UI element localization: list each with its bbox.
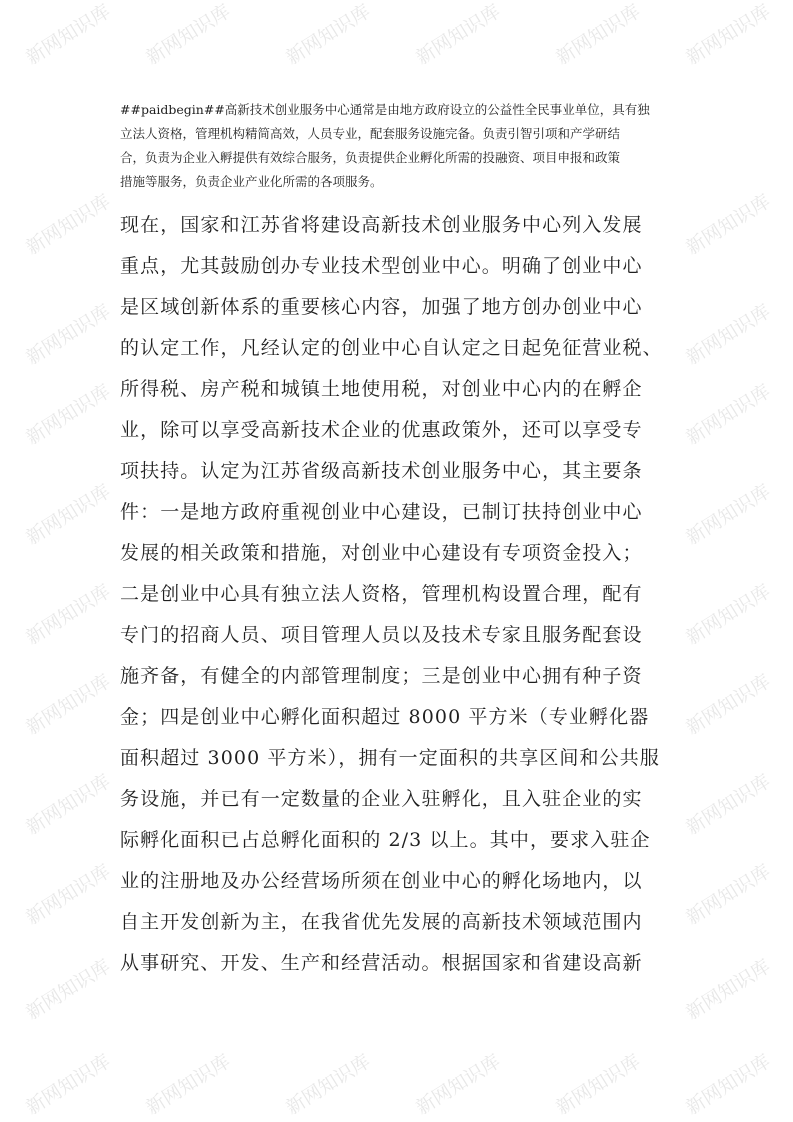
watermark: 新网知识库 xyxy=(682,955,775,1025)
intro-paragraph: ##paidbegin##高新技术创业服务中心通常是由地方政府设立的公益性全民事业单位，具有独 立法人资格，管理机构精简高效，人员专业，配套服务设施完备。负责引智引项和产学研结 合，负责为企业入孵提供有效综合服务，负责提供企业孵化所需的投融资、项目申报和政策 措施等服务，负责企业产业化所需的各项服务。 xyxy=(120,102,650,189)
body-paragraph: 现在，国家和江苏省将建设高新技术创业服务中心列入发展 重点，尤其鼓励创办专业技术型创业中心。明确了创业中心 是区域创新体系的重要核心内容，加强了地方创办创业中心 的认定工作，凡经认定的创业中心自认定之日起免征营业税、 所得税、房产税和城镇土地使用税，对创业中心内的在孵企 业，除可以享受高新技术企业的优惠政策外，还可以享受专 项扶持。认定为江苏省级高新技术创业服务中心，其主要条 件：一是地方政府重视创业中心建设，已制订扶持创业中心 发展的相关政策和措施，对创业中心建设有专项资金投入； 二是创业中心具有独立法人资格，管理机构设置合理，配有 专门的招商人员、项目管理人员以及技术专家且服务配套设 施齐备，有健全的内部管理制度；三是创业中心拥有种子资 金；四是创业中心孵化面积超过 8000 平方米（专业孵化器 面积超过 3000 平方米），拥有一定面积的共享区间和公共服 务设施，并已有一定数量的企业入驻孵化，且入驻企业的实 际孵化面积已占总孵化面积的 2/3 以上。其中，要求入驻企 业的注册地及办公经营场所须在创业中心的孵化场地内，以 自主开发创新为主，在我省优先发展的高新技术领域范围内 从事研究、开发、生产和经营活动。根据国家和省建设高新 xyxy=(120,214,663,974)
watermark: 新网知识库 xyxy=(682,770,775,840)
watermark: 新网知识库 xyxy=(282,1050,375,1120)
watermark: 新网知识库 xyxy=(682,380,775,450)
watermark: 新网知识库 xyxy=(22,0,115,70)
watermark: 新网知识库 xyxy=(282,0,375,70)
watermark: 新网知识库 xyxy=(682,0,775,70)
watermark: 新网知识库 xyxy=(22,580,115,650)
watermark: 新网知识库 xyxy=(22,1050,115,1120)
watermark: 新网知识库 xyxy=(552,1050,645,1120)
watermark: 新网知识库 xyxy=(412,1050,505,1120)
watermark: 新网知识库 xyxy=(22,190,115,260)
watermark: 新网知识库 xyxy=(682,1050,775,1120)
watermark: 新网知识库 xyxy=(22,300,115,370)
watermark: 新网知识库 xyxy=(142,0,235,70)
watermark: 新网知识库 xyxy=(142,1050,235,1120)
watermark: 新网知识库 xyxy=(682,300,775,370)
watermark: 新网知识库 xyxy=(552,0,645,70)
watermark: 新网知识库 xyxy=(682,580,775,650)
watermark: 新网知识库 xyxy=(682,860,775,930)
watermark: 新网知识库 xyxy=(22,480,115,550)
watermark: 新网知识库 xyxy=(412,0,505,70)
watermark: 新网知识库 xyxy=(682,190,775,260)
watermark: 新网知识库 xyxy=(682,480,775,550)
watermark: 新网知识库 xyxy=(22,955,115,1025)
watermark: 新网知识库 xyxy=(22,860,115,930)
watermark: 新网知识库 xyxy=(22,380,115,450)
watermark: 新网知识库 xyxy=(22,670,115,740)
watermark: 新网知识库 xyxy=(22,770,115,840)
watermark: 新网知识库 xyxy=(682,670,775,740)
